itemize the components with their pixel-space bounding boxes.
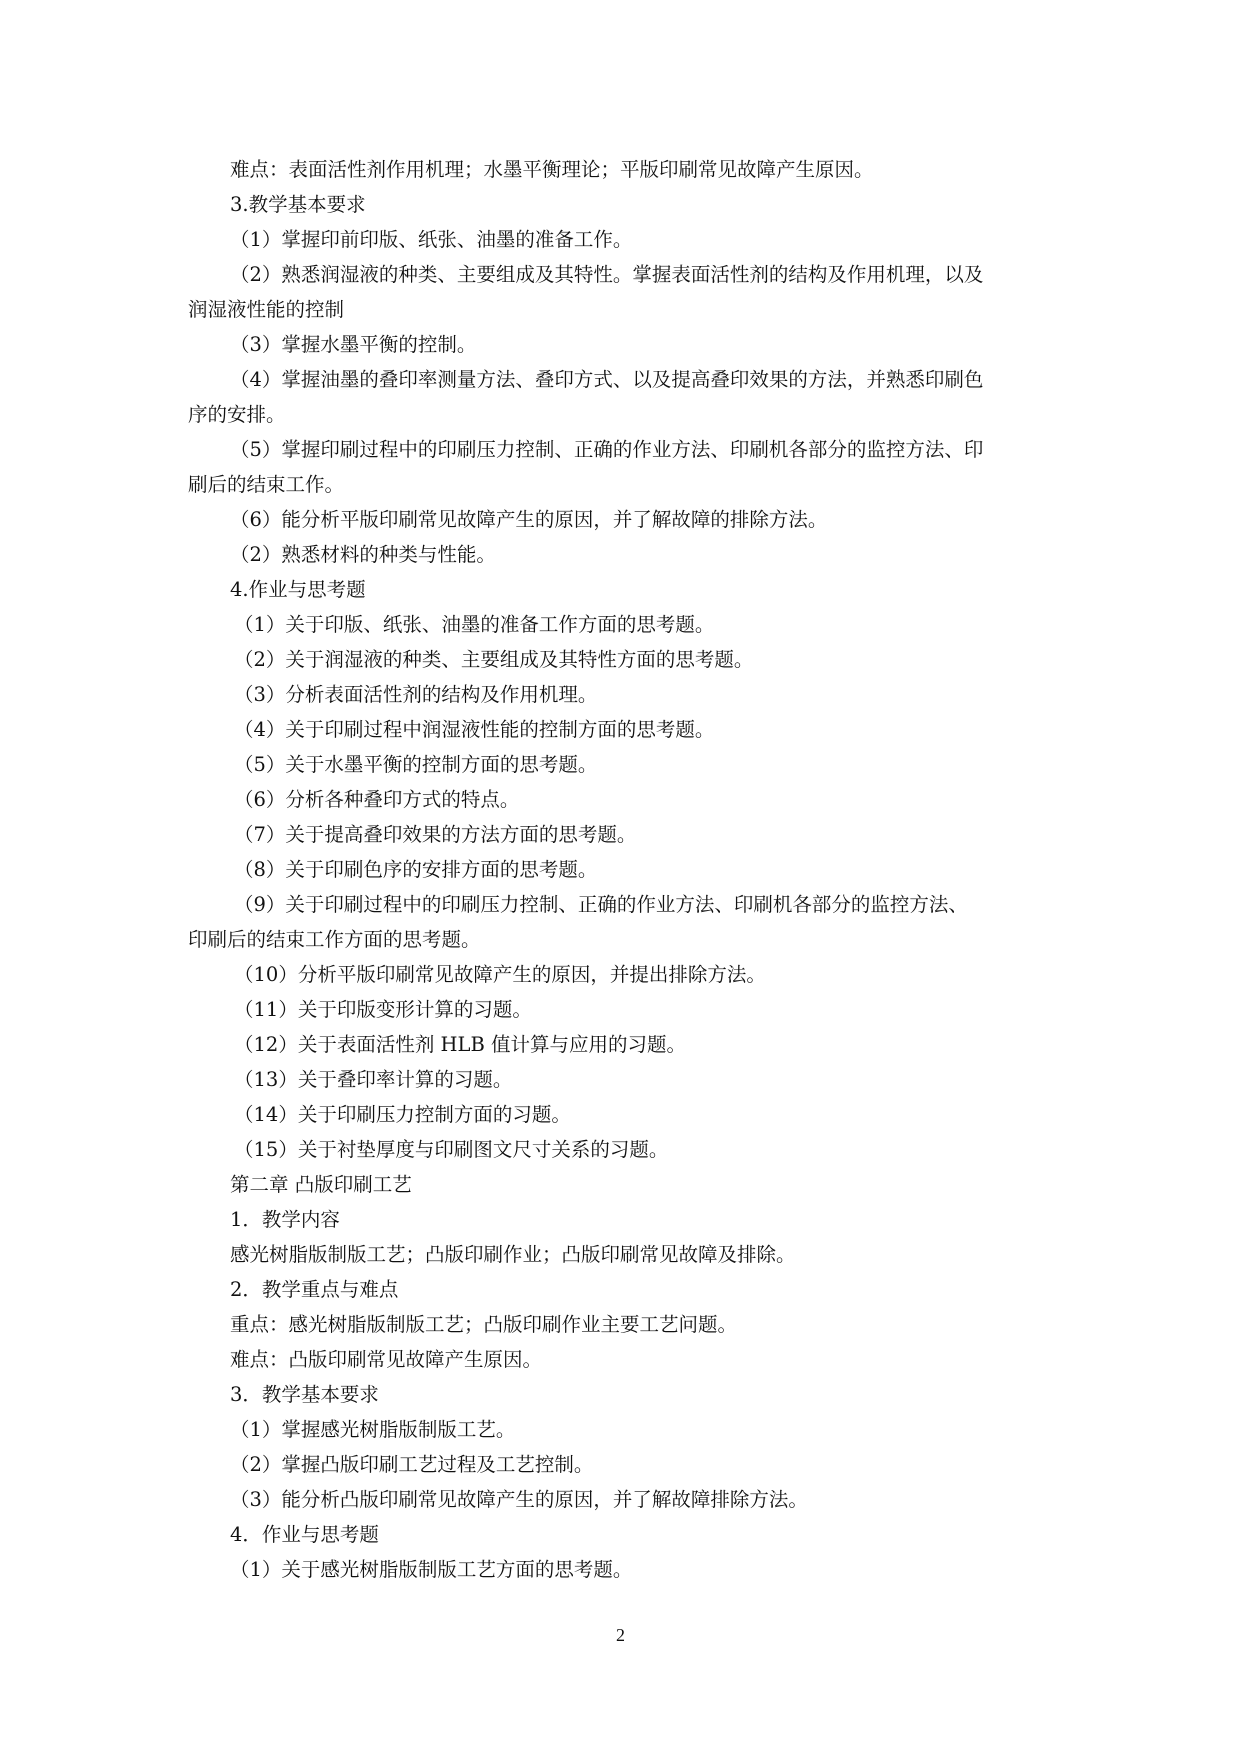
list-item-continuation: 印刷后的结束工作方面的思考题。: [188, 928, 481, 951]
list-item: （9）关于印刷过程中的印刷压力控制、正确的作业方法、印刷机各部分的监控方法、: [234, 893, 968, 916]
section-heading: 4.作业与思考题: [230, 578, 366, 601]
section-heading: 3.教学基本要求: [230, 193, 366, 216]
section-heading: 3．教学基本要求: [230, 1383, 379, 1406]
list-item: （1）关于感光树脂版制版工艺方面的思考题。: [230, 1558, 633, 1581]
section-heading: 1．教学内容: [230, 1208, 340, 1231]
list-item: （10）分析平版印刷常见故障产生的原因，并提出排除方法。: [234, 963, 766, 986]
list-item: （1）掌握印前印版、纸张、油墨的准备工作。: [230, 228, 633, 251]
list-item: （11）关于印版变形计算的习题。: [234, 998, 532, 1021]
page-number: 2: [616, 1625, 625, 1645]
list-item-continuation: 润湿液性能的控制: [188, 298, 345, 321]
list-item: （7）关于提高叠印效果的方法方面的思考题。: [234, 823, 637, 846]
body-text: [188, 152, 1058, 1587]
list-item: （2）掌握凸版印刷工艺过程及工艺控制。: [230, 1453, 594, 1476]
list-item: （13）关于叠印率计算的习题。: [234, 1068, 513, 1091]
list-item: （3）分析表面活性剂的结构及作用机理。: [234, 683, 598, 706]
chapter-heading: 第二章 凸版印刷工艺: [230, 1173, 412, 1196]
text-line: 难点：凸版印刷常见故障产生原因。: [230, 1348, 543, 1371]
list-item: （5）掌握印刷过程中的印刷压力控制、正确的作业方法、印刷机各部分的监控方法、印: [230, 438, 984, 461]
list-item: （3）能分析凸版印刷常见故障产生的原因，并了解故障排除方法。: [230, 1488, 808, 1511]
text-line: 重点：感光树脂版制版工艺；凸版印刷作业主要工艺问题。: [230, 1313, 738, 1336]
list-item: （2）关于润湿液的种类、主要组成及其特性方面的思考题。: [234, 648, 754, 671]
section-heading: 4．作业与思考题: [230, 1523, 379, 1546]
list-item: （6）能分析平版印刷常见故障产生的原因，并了解故障的排除方法。: [230, 508, 828, 531]
list-item: （1）掌握感光树脂版制版工艺。: [230, 1418, 516, 1441]
section-heading: 2．教学重点与难点: [230, 1278, 399, 1301]
text-line: 感光树脂版制版工艺；凸版印刷作业；凸版印刷常见故障及排除。: [230, 1243, 796, 1266]
list-item: （1）关于印版、纸张、油墨的准备工作方面的思考题。: [234, 613, 715, 636]
list-item: （4）掌握油墨的叠印率测量方法、叠印方式、以及提高叠印效果的方法，并熟悉印刷色: [230, 368, 984, 391]
list-item: （14）关于印刷压力控制方面的习题。: [234, 1103, 571, 1126]
list-item: （4）关于印刷过程中润湿液性能的控制方面的思考题。: [234, 718, 715, 741]
list-item: （2）熟悉润湿液的种类、主要组成及其特性。掌握表面活性剂的结构及作用机理，以及: [230, 263, 984, 286]
list-item: （12）关于表面活性剂 HLB 值计算与应用的习题。: [234, 1033, 686, 1056]
list-item: （15）关于衬垫厚度与印刷图文尺寸关系的习题。: [234, 1138, 669, 1161]
list-item-continuation: 序的安排。: [188, 403, 286, 426]
list-item: （3）掌握水墨平衡的控制。: [230, 333, 477, 356]
list-item: （2）熟悉材料的种类与性能。: [230, 543, 496, 566]
text-line: 难点：表面活性剂作用机理；水墨平衡理论；平版印刷常见故障产生原因。: [230, 158, 874, 181]
list-item-continuation: 刷后的结束工作。: [188, 473, 345, 496]
list-item: （8）关于印刷色序的安排方面的思考题。: [234, 858, 598, 881]
list-item: （6）分析各种叠印方式的特点。: [234, 788, 520, 811]
list-item: （5）关于水墨平衡的控制方面的思考题。: [234, 753, 598, 776]
